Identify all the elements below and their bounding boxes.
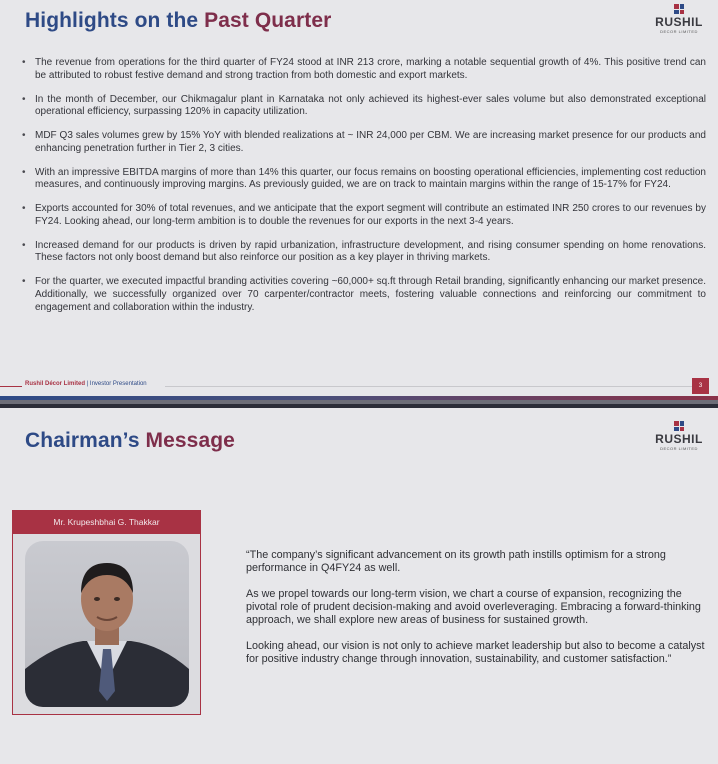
title-part-1: Highlights on the bbox=[25, 9, 199, 32]
title-part-1: Chairman’s bbox=[25, 429, 140, 452]
logo-name: RUSHIL bbox=[655, 15, 703, 29]
list-item: • MDF Q3 sales volumes grew by 15% YoY with blended realizations at ~ INR 24,000 per CBM. We are increasing market presence for our products and enhancing penetration further in Tier 2, 3 cities. bbox=[22, 130, 706, 154]
portrait-illustration bbox=[25, 541, 189, 707]
title-part-2: Past Quarter bbox=[204, 9, 332, 32]
logo-name: RUSHIL bbox=[655, 432, 703, 446]
bullet-icon: • bbox=[22, 203, 26, 215]
chairman-photo bbox=[25, 541, 189, 707]
footer-company: Rushil Décor Limited bbox=[25, 381, 86, 387]
footer-text bbox=[25, 381, 147, 387]
list-item: • In the month of December, our Chikmagalur plant in Karnataka not only achieved its highest-ever sales volume but also demonstrated exceptional operational efficiency, surpassing 120% in capacity utilization. bbox=[22, 93, 706, 118]
quote-paragraph: As we propel towards our long-term vision, we chart a course of expansion, recognizing the pivotal role of prudent decision-making and avoid overleveraging. Embracing a forward-thinking approach, we shall explore new areas of business for sustained growth. bbox=[246, 588, 701, 626]
footer-accent-line bbox=[0, 386, 22, 387]
logo-tagline: DECOR LIMITED bbox=[660, 446, 698, 451]
logo-tagline: DECOR LIMITED bbox=[660, 29, 698, 34]
list-item: • The revenue from operations for the third quarter of FY24 stood at INR 213 crore, marking a notable sequential growth of 4%. This positive trend can be attributed to robust festive demand and strong traction from both domestic and export markets. bbox=[22, 57, 706, 81]
title-part-2: Message bbox=[145, 429, 235, 452]
quote-paragraph: Looking ahead, our vision is not only to achieve market leadership but also to become a catalyst for positive industry change through innovation, sustainability, and customer satisfaction.” bbox=[246, 640, 705, 665]
company-logo bbox=[648, 421, 710, 451]
list-item: • For the quarter, we executed impactful branding activities covering ~60,000+ sq.ft through Retail branding, significantly enhancing our market presence. Additionally, we successfully organized over 70 carpenter/contractor meets, fostering valuable connections and reinforcing our commitment to engagement and collaboration within the industry. bbox=[22, 276, 706, 313]
bullet-icon: • bbox=[22, 166, 26, 178]
chairman-card bbox=[12, 510, 201, 715]
chairman-name: Mr. Krupeshbhai G. Thakkar bbox=[13, 511, 200, 534]
footer-doc-title: Investor Presentation bbox=[89, 381, 147, 387]
footer-separator: | bbox=[85, 381, 90, 387]
bullet-icon: • bbox=[22, 93, 26, 105]
logo-mark-icon bbox=[674, 421, 684, 431]
list-item: • Increased demand for our products is driven by rapid urbanization, infrastructure development, and rising consumer spending on home renovations. These factors not only boost demand but also reinforce our position as a key player in thriving markets. bbox=[22, 239, 706, 264]
quote-paragraph: “The company’s significant advancement on its growth path instills optimism for a strong performance in Q4FY24 as well. bbox=[246, 549, 666, 574]
highlights-list bbox=[22, 57, 706, 326]
slide-footer bbox=[0, 378, 718, 398]
bullet-icon: • bbox=[22, 57, 26, 68]
page-number: 3 bbox=[692, 378, 709, 394]
bullet-icon: • bbox=[22, 239, 26, 251]
bullet-icon: • bbox=[22, 130, 26, 142]
footer-rule bbox=[165, 386, 692, 387]
bullet-icon: • bbox=[22, 276, 26, 288]
list-item: • Exports accounted for 30% of total revenues, and we anticipate that the export segment will contribute an estimated INR 250 crores to our revenues by FY24. Looking ahead, our long-term ambition is to double the revenues for our exports in the next 3-4 years. bbox=[22, 203, 706, 227]
chairman-quote bbox=[246, 549, 712, 679]
page-title bbox=[25, 9, 331, 33]
list-item: • With an impressive EBITDA margins of more than 14% this quarter, our focus remains on boosting operational efficiencies, implementing cost reduction measures, and continuously improving margins. As previously guided, we are on track to maintain margins within the range of 15-17% for FY24. bbox=[22, 166, 706, 191]
company-logo bbox=[648, 4, 710, 34]
slide-divider bbox=[0, 396, 718, 408]
logo-mark-icon bbox=[674, 4, 684, 14]
page-title-chairman bbox=[25, 429, 235, 453]
